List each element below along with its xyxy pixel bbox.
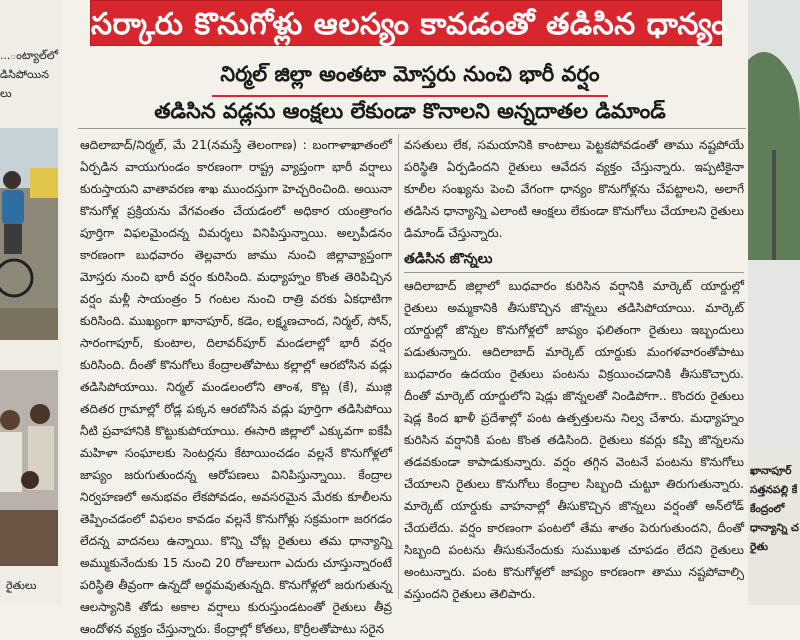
- article-paragraph: ఆదిలాబాద్‌/నిర్మల్‌, మే 21(నమస్తే తెలంగాణ) : బంగాళాఖాతంలో ఏర్పడిన వాయుగుండం కారణంగా రాష్ట్ర వ్యాప్తంగా భారీ వర్షాలు కురుస్తాయని వాతావరణ శాఖ ముందస్తుగా హెచ్చరించింది. అయినా కొనుగోళ్ల ప్రక్రియను వేగవంతం చేయడంలో అధికార యంత్రాంగం పూర్తిగా విఫలమైందన్న విమర్శలు వినిపిస్తున్నాయి. అల్పపీడనం కారణంగా బుధవారం తెల్లవారు జాము నుంచి జిల్లావ్యాప్తంగా మోస్తరు నుంచి భారీ వర్షం కురిసింది. మధ్యాహ్నం కొంత తెరిపిచ్చిన వర్షం మళ్లీ సాయంత్రం 5 గంటల నుంచి రాత్రి వరకు ఏకధాటిగా కురిసింది. ముఖ్యంగా ఖానాపూర్‌, కడెం, లక్ష్మణచాంద, నిర్మల్‌, సోన్‌, సారంగాపూర్‌, కుంటాల, దిలావర్‌పూర్‌ మండలాల్లో భారీ వర్షం కురిసింది. దీంతో కొనుగోలు కేంద్రాలతోపాటు కల్లాల్లో ఆరబోసిన వడ్లు తడిసిపోయాయి. నిర్మల్‌ మండలంలోని తాంశ, కొట్ల (కే), ముజ్గి తదితర గ్రామాల్లో రోడ్ల పక్కన ఆరబోసిన వడ్లు పూర్తిగా తడిసిపోయి నీటి ప్రవాహానికి కొట్టుకుపోయాయి. ఈసారి జిల్లాలో ఎక్కువగా ఐకేపీ మహిళా సంఘాలకు సెంటర్లను కేటాయించడం వల్లనే కొనుగోళ్లలో జాప్యం జరుగుతుందన్న ఆరోపణలు వినిపిస్తున్నాయి. కేంద్రాల నిర్వహణలో అనుభవం లేకపోవడం, అవసరమైన మేరకు కూలీలను తెప్పించడంలో విఫలం కావడం వల్లనే కొనుగోళ్లు సక్రమంగా జరగడం లేదన్న వాదనలు ఉన్నాయి. కొన్ని చోట్ల రైతులు తమ ధాన్యాన్ని అమ్ముకునేందుకు 15 నుంచి 20 రోజులుగా ఎదురు చూస్తున్నారంటే పరిస్థితి తీవ్రంగా ఉన్నదో అర్థమవుతున్నది. కొనుగోళ్లలో జరుగుతున్న ఆలస్యానికి తోడు అకాల వర్షాలు కురుస్తుండటంతో రైతులు తీవ్ర ఆందోళన వ్యక్తం చేస్తున్నారు. కేంద్రాల్లో కోతలు, కొర్రీలతోపాటు సరైన: [80, 138, 393, 636]
- article-column-2: [404, 134, 744, 599]
- right-cropped-photo: [748, 0, 800, 450]
- section-heading: తడిసిన జొన్నలు: [404, 248, 744, 273]
- farmers-group-photo: [0, 370, 58, 566]
- column-divider: [398, 134, 399, 599]
- subheadline-secondary: తడిసిన వడ్లను ఆంక్షలు లేకుండా కొనాలని అన్నదాతల డిమాండ్‌: [154, 99, 666, 123]
- flood-cyclist-photo: [0, 128, 58, 340]
- left-adjacent-article: [0, 0, 62, 605]
- subheadline-primary: [80, 62, 740, 97]
- article-column-1: [80, 134, 393, 636]
- headline-banner: [90, 0, 727, 46]
- right-photo-caption: ఖానాపూర్‌ సత్తనపల్లి కే కేంద్రంలో ధాన్యాన్ని చ రైతు: [750, 465, 799, 553]
- left-photo-caption-bottom: రైతులు: [6, 579, 37, 592]
- headline: సర్కారు కొనుగోళ్లు ఆలస్యం కావడంతో తడిసిన ధాన్యం: [91, 7, 727, 42]
- farmers-group-illustration: [0, 370, 58, 566]
- headline-divider: [78, 128, 746, 129]
- subheadline-primary-text: నిర్మల్‌ జిల్లా అంతటా మోస్తరు నుంచి భారీ వర్షం: [212, 62, 607, 97]
- article-paragraph-jowar: ఆదిలాబాద్‌ జిల్లాలో బుధవారం కురిసిన వర్షానికి మార్కెట్‌ యార్డుల్లో రైతులు అమ్మకానికి తీసుకొచ్చిన జొన్నలు తడిసిపోయాయి. మార్కెట్‌ యార్డుల్లో జొన్నల కొనుగోళ్లలో జాప్యం ఫలితంగా రైతులు ఇబ్బందులు పడుతున్నారు. ఆదిలాబాద్‌ మార్కెట్‌ యార్డుకు మంగళవారంతోపాటు బుధవారం ఉదయం రైతులు పంటను విక్రయించడానికి తీసుకొచ్చారు. దీంతో మార్కెట్‌ యార్డులోని షెడ్లు జొన్నలతో నిండిపోగా.. కొందరు రైతులు షెడ్ల కింద ఖాళీ ప్రదేశాల్లో పంట ఉత్పత్తులను నిల్వ చేశారు. మధ్యాహ్నం కురిసిన వర్షానికి పంట కొంత తడిసింది. రైతులు కవర్లు కప్పి జొన్నలను తడవకుండా కాపాడుకున్నారు. వర్షం తగ్గిన వెంటనే పంటను కొనుగోలు చేయాలని రైతులు కొనుగోలు కేంద్రాల సిబ్బంది చుట్టూ తిరుగుతున్నారు. మార్కెట్‌ యార్డుకు వాహనాల్లో తీసుకొచ్చిన జొన్నలు వర్షంతో అన్‌లోడ్‌ చేయలేదు. వర్షం కారణంగా పంటలో తేమ శాతం పెరుగుతుందని, దీంతో సిబ్బంది పంటను తీసుకునేందుకు సుముఖత చూపడం లేదని రైతులు అంటున్నారు. పంట కొనుగోళ్లలో జాప్యం కారణంగా తాము నష్టపోవాల్సి వస్తుందని రైతులు తెలిపారు.: [404, 279, 744, 601]
- right-photo-illustration: [748, 0, 800, 450]
- flood-cyclist-illustration: [0, 128, 58, 340]
- article-paragraph-continued: వసతులు లేక, సమయానికి కాంటాలు పెట్టకపోవడంతో తాము నష్టపోయే పరిస్థితి ఏర్పడిందని రైతులు ఆవేదన వ్యక్తం చేస్తున్నారు. ఇప్పటికైనా కూలీల సంఖ్యను పెంచి వేగంగా ధాన్యం కొనుగోళ్లను చేపట్టాలని, అలాగే తడిసిన ధాన్యాన్ని ఎలాంటి ఆంక్షలు లేకుండా కొనుగోలు చేయాలని రైతులు డిమాండ్‌ చేస్తున్నారు.: [404, 138, 744, 240]
- left-photo-caption-top: ...ంట్యాల్‌లో డిసిపోయిన లు: [0, 49, 59, 100]
- right-adjacent-article: [748, 0, 800, 605]
